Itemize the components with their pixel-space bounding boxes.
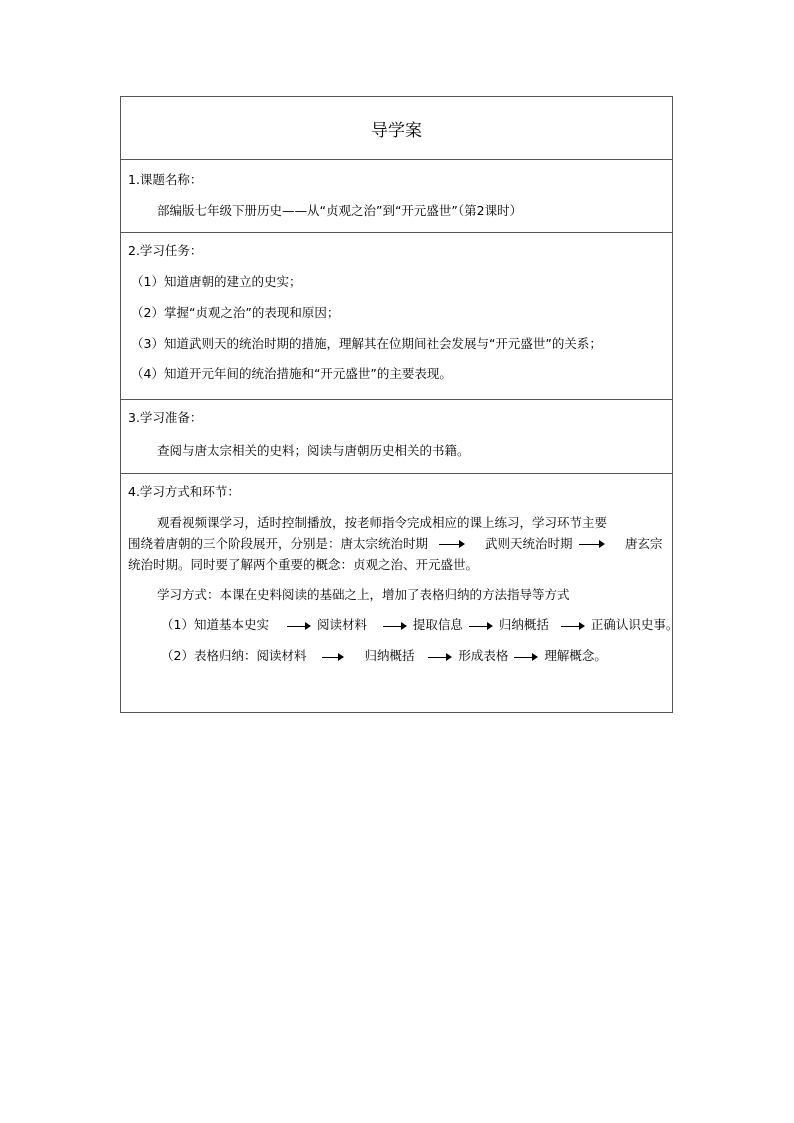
arrow-icon (514, 652, 538, 662)
flow-step: 阅读材料 (316, 617, 367, 632)
section-heading: 1.课题名称： (128, 172, 203, 187)
flow-step: 归纳概括 (364, 648, 415, 663)
section-learning-method (121, 474, 679, 714)
arrow-icon (579, 539, 605, 549)
flow-step: 归纳概括 (498, 617, 549, 632)
preparation-text: 查阅与唐太宗相关的史料；阅读与唐朝历史相关的书籍。 (157, 443, 470, 458)
flow-step: （2）表格归纳：阅读材料 (161, 648, 307, 663)
flow-basic-facts (161, 617, 678, 633)
method-paragraph-line: 唐玄宗 (625, 536, 663, 551)
method-paragraph-line: 武则天统治时期 (485, 536, 573, 551)
title-row (121, 97, 672, 160)
arrow-icon (383, 621, 407, 631)
task-item: （3）知道武则天的统治时期的措施，理解其在位期间社会发展与“开元盛世”的关系； (131, 336, 602, 351)
method-paragraph-line: 围绕着唐朝的三个阶段展开，分别是：唐太宗统治时期 (128, 536, 429, 551)
page-title: 导学案 (371, 120, 422, 141)
arrow-icon (287, 621, 311, 631)
flow-step: 理解概念。 (544, 648, 607, 663)
section-heading: 3.学习准备： (128, 410, 203, 425)
study-guide-table (120, 96, 679, 713)
method-paragraph-line: 统治时期。同时要了解两个重要的概念：贞观之治、开元盛世。 (128, 557, 479, 572)
task-item: （2）掌握“贞观之治”的表现和原因； (131, 305, 340, 320)
flow-step: 提取信息 (412, 617, 463, 632)
section-heading: 4.学习方式和环节： (128, 484, 240, 499)
course-title-text: 部编版七年级下册历史——从“贞观之治”到“开元盛世”（第2课时） (157, 203, 523, 218)
method-paragraph-line: 观看视频课学习，适时控制播放，按老师指令完成相应的课上练习，学习环节主要 (157, 515, 608, 530)
flow-step: （1）知道基本史实 (161, 617, 269, 632)
arrow-icon (439, 539, 465, 549)
flow-step: 形成表格 (458, 648, 509, 663)
method-description: 学习方式：本课在史料阅读的基础之上，增加了表格归纳的方法指导等方式 (157, 587, 570, 602)
task-item: （1）知道唐朝的建立的史实； (131, 274, 302, 289)
arrow-icon (561, 621, 585, 631)
arrow-icon (469, 621, 493, 631)
arrow-icon (428, 652, 452, 662)
flow-step: 正确认识史事。 (590, 617, 679, 632)
flow-table-summary (161, 648, 607, 664)
section-heading: 2.学习任务： (128, 243, 203, 258)
section-learning-tasks (121, 233, 672, 400)
arrow-icon (322, 652, 344, 662)
section-preparation (121, 400, 672, 474)
task-item: （4）知道开元年间的统治措施和“开元盛世”的主要表现。 (131, 366, 452, 381)
section-course-name (121, 160, 672, 233)
